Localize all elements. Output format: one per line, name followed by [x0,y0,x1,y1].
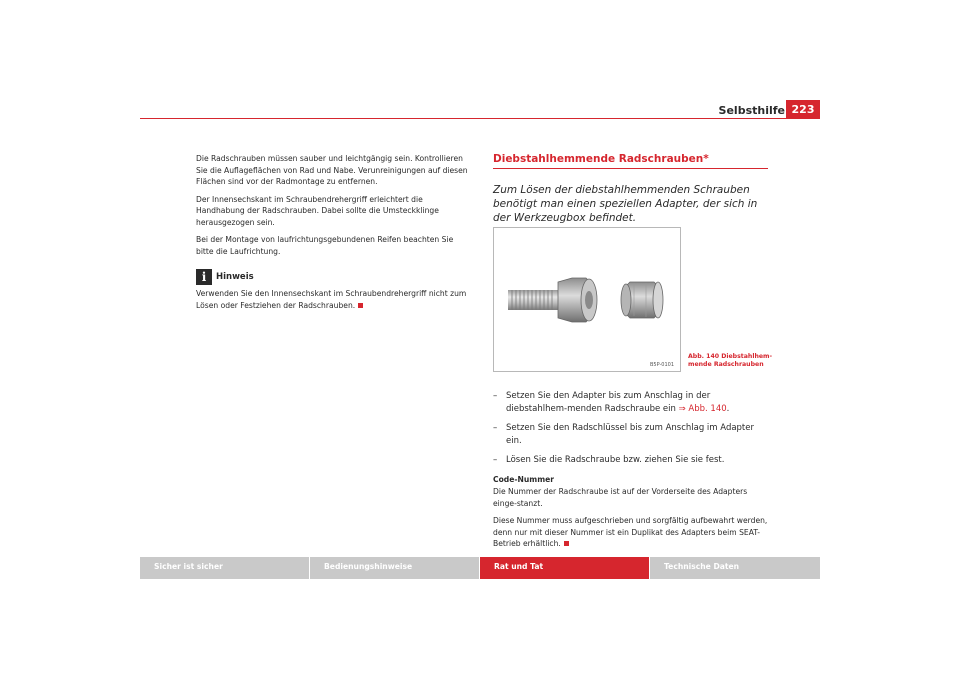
step-dash: – [493,391,498,401]
list-item [493,454,768,467]
list-item [493,390,768,416]
paragraph-wheel-bolts-clean: Die Radschrauben müssen sauber und leichtgängig sein. Kontrollieren Sie die Auflageflächen von Rad und Nabe. Verunreinigungen auf diesen Flächen sind vor der Radmontage zu entfernen. [196,154,468,186]
note-heading [196,269,471,285]
code-number-paragraph-2: Diese Nummer muss aufgeschrieben und sorgfältig aufbewahrt werden, denn nur mit dieser Nummer ist ein Duplikat des Adapters beim SEAT-Betrieb erhältlich. [493,516,768,548]
caption-line-2: mende Radschrauben [688,361,764,368]
note-text: Verwenden Sie den Innensechskant im Schraubendrehergriff nicht zum Lösen oder Festziehen der Radschrauben. [196,289,467,310]
step-end: . [726,404,730,414]
step-text: Lösen Sie die Radschraube bzw. ziehen Sie sie fest. [506,455,725,465]
step-list [493,390,768,556]
footer-tab-sicher[interactable]: Sicher ist sicher [140,557,309,579]
code-number-paragraph-2-wrapper [493,515,768,550]
step-text-wrapper [506,390,768,416]
section-title: Diebstahlhemmende Radschrauben* [493,153,768,169]
list-item [493,422,768,448]
figure-reference-link[interactable]: ⇒ Abb. 140 [678,404,727,414]
step-dash: – [493,455,498,465]
left-column [196,153,471,317]
page-header-title: Selbsthilfe [718,104,785,117]
step-dash: – [493,423,498,433]
figure-caption [688,353,778,369]
step-text: Setzen Sie den Adapter bis zum Anschlag in der diebstahlhem-menden Radschraube ein [506,391,711,414]
figure-wheel-bolt-adapter [493,227,681,372]
footer-tab-bedienung[interactable]: Bedienungshinweise [310,557,479,579]
paragraph-hex-socket: Der Innensechskant im Schraubendrehergriff erleichtert die Handhabung der Radschrauben. Dabei sollte die Umsteckklinge herausgezogen sein. [196,194,439,227]
figure-code: B5P-0101 [649,362,674,368]
code-number-heading: Code-Nummer [493,475,555,484]
info-icon: i [196,269,212,285]
wheel-bolt-illustration [494,228,680,371]
step-text: Setzen Sie den Radschlüssel bis zum Anschlag im Adapter ein. [506,423,754,446]
caption-line-1: Abb. 140 Diebstahlhem- [688,353,773,360]
end-marker [358,303,363,308]
end-marker [564,541,569,546]
page-number: 223 [786,100,820,118]
note-label: Hinweis [216,272,254,282]
code-number-paragraph-1: Die Nummer der Radschraube ist auf der Vorderseite des Adapters einge-stanzt. [493,487,748,508]
footer-tab-technische-daten[interactable]: Technische Daten [650,557,820,579]
lead-text: Zum Lösen der diebstahlhemmenden Schrauben benötigt man einen speziellen Adapter, der sich in der Werkzeugbox befindet. [493,184,758,224]
footer-tab-rat-und-tat[interactable]: Rat und Tat [480,557,649,579]
header-rule [140,118,820,119]
note-text-wrapper [196,288,471,311]
paragraph-tire-direction: Bei der Montage von laufrichtungsgebundenen Reifen beachten Sie bitte die Laufrichtung. [196,235,454,256]
right-column [493,153,773,548]
